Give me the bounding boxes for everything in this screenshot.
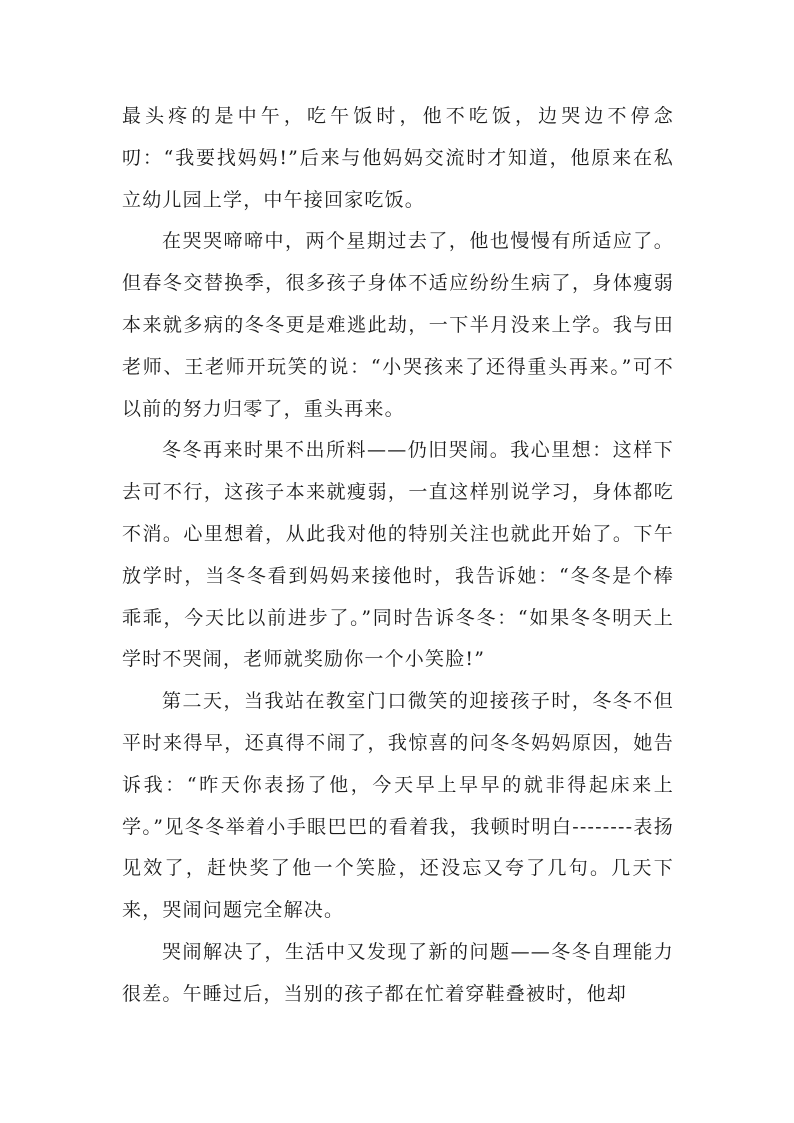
paragraph-3: 冬冬再来时果不出所料——仍旧哭闹。我心里想：这样下去可不行，这孩子本来就瘦弱，一直这样别说学习，身体都吃不消。心里想着，从此我对他的特别关注也就此开始了。下午放学时，当冬冬看到妈妈来接他时，我告诉她：“冬冬是个棒乖乖，今天比以前进步了。”同时告诉冬冬：“如果冬冬明天上学时不哭闹，老师就奖励你一个小笑脸!” [122, 439, 674, 671]
paragraph-2: 在哭哭啼啼中，两个星期过去了，他也慢慢有所适应了。但春冬交替换季，很多孩子身体不适应纷纷生病了，身体瘦弱本来就多病的冬冬更是难逃此劫，一下半月没来上学。我与田老师、王老师开玩笑的说：“小哭孩来了还得重头再来。”可不以前的努力归零了，重头再来。 [122, 230, 674, 420]
paragraph-4: 第二天，当我站在教室门口微笑的迎接孩子时，冬冬不但平时来得早，还真得不闹了，我惊喜的问冬冬妈妈原因，她告诉我：“昨天你表扬了他，今天早上早早的就非得起床来上学。”见冬冬举着小手眼巴巴的看着我，我顿时明白--------表扬见效了，赶快奖了他一个笑脸，还没忘又夸了几句。几天下来，哭闹问题完全解决。 [122, 690, 674, 922]
paragraph-1: 最头疼的是中午，吃午饭时，他不吃饭，边哭边不停念叨：“我要找妈妈!”后来与他妈妈交流时才知道，他原来在私立幼儿园上学，中午接回家吃饭。 [122, 105, 674, 211]
document-body [122, 96, 674, 1016]
paragraph-5: 哭闹解决了，生活中又发现了新的问题——冬冬自理能力很差。午睡过后，当别的孩子都在忙着穿鞋叠被时，他却 [122, 940, 674, 1005]
